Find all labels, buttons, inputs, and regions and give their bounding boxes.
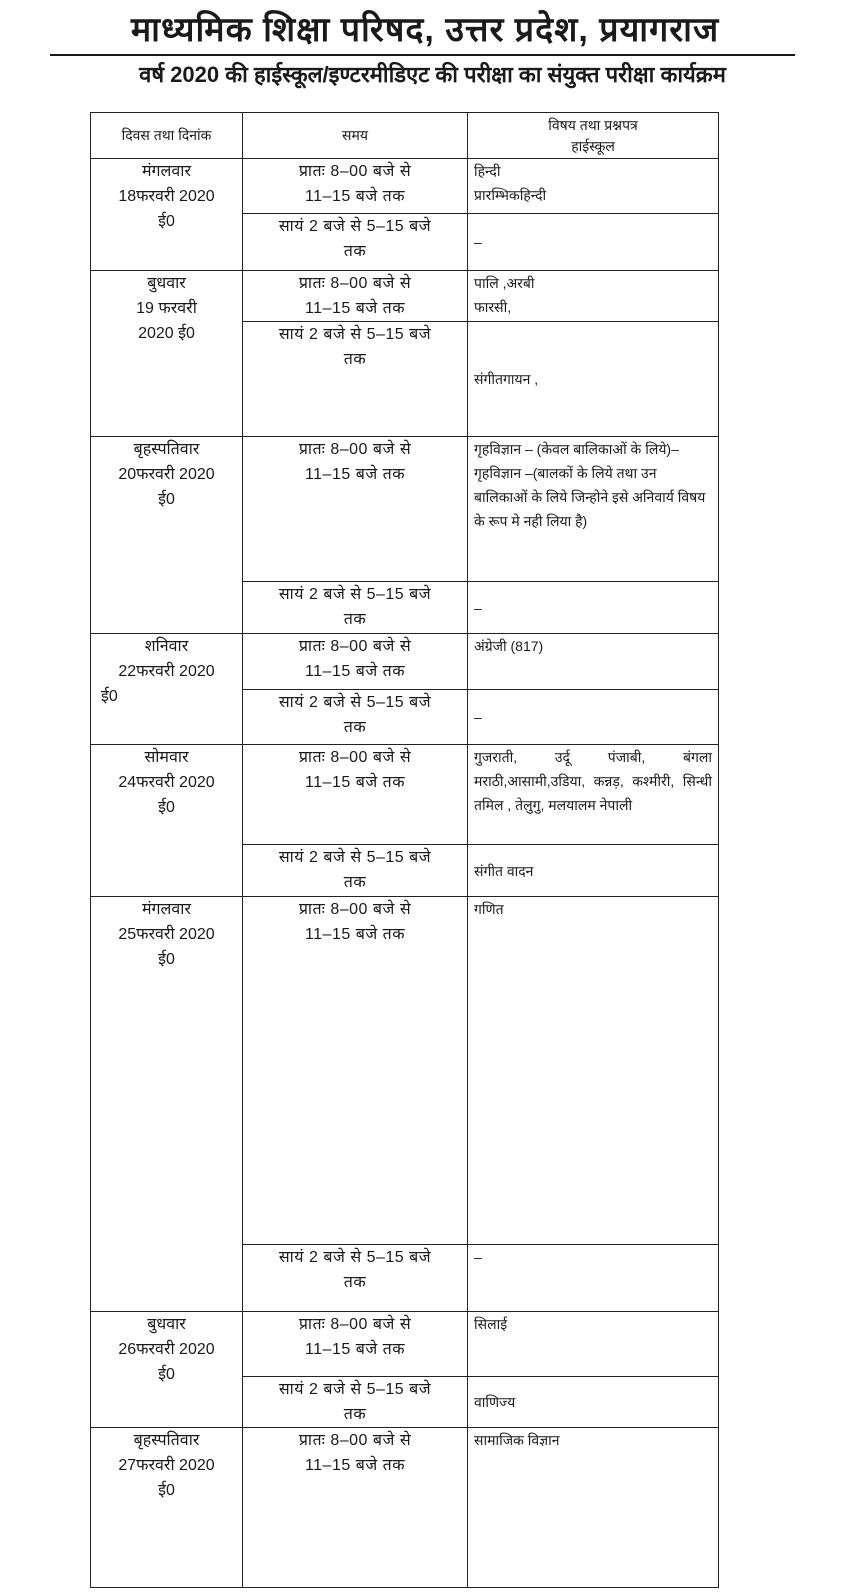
time-text: तक: [343, 611, 367, 628]
column-header-day: दिवस तथा दिनांक: [91, 113, 243, 159]
time-cell-evening: [243, 845, 468, 897]
date: 25फरवरी 2020: [118, 926, 215, 943]
time-text: सायं 2 बजे से 5–15 बजे: [278, 218, 432, 235]
time-text: 11–15 बजे तक: [304, 188, 406, 205]
table-row: [91, 897, 719, 1245]
time-text: सायं 2 बजे से 5–15 बजे: [278, 694, 432, 711]
time-text: तक: [343, 351, 367, 368]
weekday: मंगलवार: [141, 163, 191, 180]
time-text: 11–15 बजे तक: [304, 774, 406, 791]
weekday: बुधवार: [147, 275, 186, 292]
time-text: तक: [343, 1274, 367, 1291]
date: 18फरवरी 2020: [118, 188, 215, 205]
time-text: 11–15 बजे तक: [304, 663, 406, 680]
time-cell-evening: [243, 214, 468, 271]
time-text: प्रातः 8–00 बजे से: [298, 275, 412, 292]
subject-cell: संगीतगायन ,: [468, 322, 719, 437]
subject-cell: [468, 159, 719, 214]
subject-cell: –: [468, 1245, 719, 1312]
subject-text: अंग्रेजी (817): [474, 638, 544, 654]
weekday: मंगलवार: [141, 901, 191, 918]
time-cell-morning: [243, 437, 468, 582]
time-cell-evening: [243, 690, 468, 745]
era: ई0: [158, 951, 175, 968]
time-cell-morning: [243, 1312, 468, 1377]
time-cell-morning: [243, 634, 468, 690]
subject-cell: गुजराती, उर्दू पंजाबी, बंगला मराठी,आसामी,उडिया, कन्नड़, कश्मीरी, सिन्धी तमिल , तेलुगु, मलयालम नेपाली: [468, 745, 719, 845]
subject-cell: गणित: [468, 897, 719, 1245]
day-cell: [91, 271, 243, 437]
subject-text: फारसी,: [474, 299, 512, 315]
time-cell-evening: [243, 582, 468, 634]
column-header-subject-line2: हाईस्कूल: [571, 137, 615, 154]
era: ई0: [158, 1482, 175, 1499]
time-text: प्रातः 8–00 बजे से: [298, 749, 412, 766]
date: 22फरवरी 2020: [118, 663, 215, 680]
subject-text: पालि ,अरबी: [474, 275, 535, 291]
table-row: [91, 745, 719, 845]
table-header-row: [91, 113, 719, 159]
era: ई0: [158, 491, 175, 508]
subject-text: हिन्दी: [474, 163, 501, 179]
subject-cell: [468, 271, 719, 322]
title-underline: [50, 54, 795, 56]
date: 24फरवरी 2020: [118, 774, 215, 791]
time-text: 11–15 बजे तक: [304, 1341, 406, 1358]
day-cell: [91, 437, 243, 634]
time-cell-evening: [243, 322, 468, 437]
time-text: 11–15 बजे तक: [304, 926, 406, 943]
table-row: [91, 437, 719, 582]
table-row: [91, 634, 719, 690]
era: ई0: [158, 213, 175, 230]
column-header-time: समय: [243, 113, 468, 159]
time-cell-morning: [243, 897, 468, 1245]
time-cell-morning: [243, 745, 468, 845]
era: ई0: [101, 688, 118, 705]
day-cell: [91, 897, 243, 1312]
time-text: प्रातः 8–00 बजे से: [298, 638, 412, 655]
subject-cell: –: [468, 582, 719, 634]
date: 27फरवरी 2020: [118, 1457, 215, 1474]
time-cell-morning: [243, 1428, 468, 1588]
subject-text: गृहविज्ञान – (केवल बालिकाओं के लिये)–: [474, 441, 679, 457]
time-text: प्रातः 8–00 बजे से: [298, 901, 412, 918]
weekday: शनिवार: [144, 638, 189, 655]
date: 26फरवरी 2020: [118, 1341, 215, 1358]
era: ई0: [158, 1366, 175, 1383]
time-cell-morning: [243, 271, 468, 322]
exam-schedule-table: [90, 112, 719, 1588]
time-text: तक: [343, 719, 367, 736]
subject-cell: –: [468, 690, 719, 745]
document-title: माध्यमिक शिक्षा परिषद, उत्तर प्रदेश, प्रयागराज: [130, 11, 720, 49]
day-cell: [91, 159, 243, 271]
date: 19 फरवरी: [136, 300, 197, 317]
era: ई0: [158, 799, 175, 816]
time-text: प्रातः 8–00 बजे से: [298, 1316, 412, 1333]
time-text: प्रातः 8–00 बजे से: [298, 1432, 412, 1449]
time-cell-evening: [243, 1377, 468, 1428]
time-text: प्रातः 8–00 बजे से: [298, 163, 412, 180]
table-row: [91, 159, 719, 214]
table-row: [91, 1428, 719, 1588]
time-text: सायं 2 बजे से 5–15 बजे: [278, 849, 432, 866]
document-subtitle: वर्ष 2020 की हाईस्कूल/इण्टरमीडिएट की परीक्षा का संयुक्त परीक्षा कार्यक्रम: [139, 62, 726, 87]
weekday: बुधवार: [147, 1316, 186, 1333]
table-row: [91, 271, 719, 322]
weekday: बृहस्पतिवार: [133, 1432, 200, 1449]
time-text: तक: [343, 243, 367, 260]
date: 20फरवरी 2020: [118, 466, 215, 483]
column-header-subject-line1: विषय तथा प्रश्नपत्र: [548, 116, 638, 133]
weekday: बृहस्पतिवार: [133, 441, 200, 458]
time-text: सायं 2 बजे से 5–15 बजे: [278, 1381, 432, 1398]
time-cell-morning: [243, 159, 468, 214]
day-cell: [91, 634, 243, 745]
subject-text: गृहविज्ञान –(बालकों के लिये तथा उन बालिकाओं के लिये जिन्होने इसे अनिवार्य विषय के रूप मे नही लिया है): [474, 465, 706, 529]
table-row: [91, 1312, 719, 1377]
day-cell: [91, 1428, 243, 1588]
subject-cell: [468, 634, 719, 690]
time-cell-evening: [243, 1245, 468, 1312]
subject-cell: [468, 437, 719, 582]
subject-cell: –: [468, 214, 719, 271]
subject-cell: संगीत वादन: [468, 845, 719, 897]
subject-text: प्रारम्भिकहिन्दी: [474, 187, 547, 203]
subject-cell: वाणिज्य: [468, 1377, 719, 1428]
time-text: 11–15 बजे तक: [304, 1457, 406, 1474]
time-text: तक: [343, 1406, 367, 1423]
era: 2020 ई0: [138, 325, 195, 342]
time-text: सायं 2 बजे से 5–15 बजे: [278, 326, 432, 343]
subject-cell: सामाजिक विज्ञान: [468, 1428, 719, 1588]
day-cell: [91, 1312, 243, 1428]
subject-cell: सिलाई: [468, 1312, 719, 1377]
time-text: तक: [343, 874, 367, 891]
time-text: सायं 2 बजे से 5–15 बजे: [278, 1249, 432, 1266]
time-text: सायं 2 बजे से 5–15 बजे: [278, 586, 432, 603]
weekday: सोमवार: [144, 749, 189, 766]
time-text: 11–15 बजे तक: [304, 466, 406, 483]
time-text: प्रातः 8–00 बजे से: [298, 441, 412, 458]
column-header-subject: [468, 113, 719, 159]
day-cell: [91, 745, 243, 897]
time-text: 11–15 बजे तक: [304, 300, 406, 317]
